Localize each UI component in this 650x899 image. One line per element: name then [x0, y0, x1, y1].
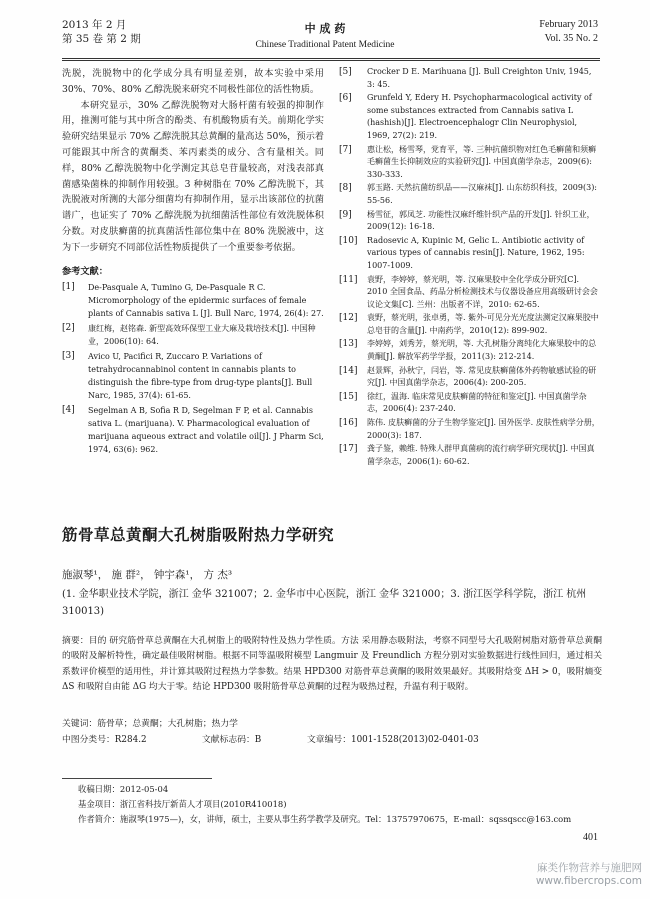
received-date: 收稿日期：2012-05-04 [78, 784, 169, 794]
reference-number: [6] [339, 93, 352, 104]
reference-number: [8] [339, 183, 352, 194]
header-date-en: February 2013 [539, 19, 598, 30]
reference-number: [2] [62, 323, 75, 334]
page-number: 401 [583, 832, 598, 843]
reference-number: [16] [339, 418, 358, 429]
reference-item [339, 365, 601, 390]
article-keywords: 关键词：筋骨草；总黄酮；大孔树脂；热力学 [62, 719, 238, 729]
classification-line [62, 732, 602, 745]
article-affiliation: (1. 金华职业技术学院，浙江 金华 321007；2. 金华市中心医院，浙江 金华 321000；3. 浙江医学科学院，浙江 杭州 310013) [62, 589, 587, 617]
header-volume: 第 35 卷 第 2 期 [62, 33, 141, 45]
reference-item [339, 417, 601, 442]
reference-text: 郭玉路. 天然抗菌纺织品——汉麻袜[J]. 山东纺织科技，2009(3): 55-56. [367, 183, 598, 205]
reference-text: 惠让松，杨雪琴，党育平，等. 三种抗菌织物对红色毛癣菌和须癣毛癣菌生长抑制效应的实验研究[J]. 中国真菌学杂志，2009(6): 330-333. [367, 144, 597, 179]
footnote-rule [62, 778, 212, 779]
journal-name-cn: 中 成 药 [304, 22, 346, 35]
reference-text: Crocker D E. Marihuana [J]. Bull Creighton Univ, 1945, 3: 45. [367, 67, 592, 89]
reference-item [339, 235, 601, 273]
reference-text: 陈伟. 皮肤癣菌的分子生物学鉴定[J]. 国外医学. 皮肤性病学分册，2000(3): 187. [367, 418, 600, 440]
reference-number: [13] [339, 339, 358, 350]
reference-text: 袁野，李婷婷，蔡光明，等. 汉麻果胶中全化学成分研究[C]. 2010 全国食品、药品分析检测技术与仪器设备应用高级研讨会会议论文集[C]. 兰州：出版者不详，2010: 62-65. [367, 274, 598, 309]
body-paragraph: 洗脱，洗脱物中的化学成分具有明显差别，故本实验中采用 30%、70%、80% 乙醇洗脱来研究不同极性部位的活性物质。 [62, 68, 324, 95]
reference-text: Segelman A B, Sofia R D, Segelman F P, et al. Cannabis sativa L. (marijuana). V. Pharmacological evaluation of marijuana aqueous extract and volatile oil[J]. J Pharm Sci, 1974, 63(6): 962. [88, 406, 324, 455]
reference-text: 赵景辉，孙秋宁，闫岩，等. 常见皮肤癣菌体外药物敏感试验的研究[J]. 中国真菌学杂志，2006(4): 200-205. [367, 365, 597, 388]
header-rule-thin [62, 60, 600, 61]
reference-text: Radosevic A, Kupinic M, Gelic L. Antibiotic activity of various types of cannabis resin[J]. Nature, 1962, 195: 1007-1009. [367, 235, 585, 270]
left-column [62, 66, 324, 456]
site-watermark [536, 862, 642, 888]
reference-text: 李婷婷，刘秀芳，蔡光明，等. 大孔树脂分离纯化大麻果胶中的总黄酮[J]. 解放军药学学报，2011(3): 212-214. [367, 339, 597, 362]
article-title: 筋骨草总黄酮大孔树脂吸附热力学研究 [62, 525, 335, 544]
reference-item [62, 281, 324, 320]
article-number: 文章编号：1001-1528(2013)02-0401-03 [307, 735, 479, 745]
watermark-line1: 麻类作物营养与施肥网 [537, 862, 642, 874]
reference-number: [5] [339, 67, 352, 77]
reference-item [339, 209, 601, 234]
reference-item [339, 312, 601, 337]
reference-number: [1] [62, 282, 75, 293]
footnotes [78, 782, 598, 827]
reference-number: [3] [62, 351, 75, 362]
reference-text: Grunfeld Y, Edery H. Psychopharmacological activity of some substances extracted from Cannabis sativa L (hashish)[J]. Electroencephalogr Clin Neurophysiol, 1969, 27(2): 219. [367, 93, 592, 140]
fund-info: 基金项目：浙江省科技厅新苗人才项目(2010R410018) [78, 799, 287, 809]
right-column [339, 66, 601, 469]
reference-number: [7] [339, 144, 352, 155]
header-rule [62, 58, 600, 59]
reference-number: [11] [339, 274, 358, 285]
reference-item [339, 66, 601, 91]
reference-number: [14] [339, 365, 358, 376]
reference-item [62, 322, 324, 348]
header-date: 2013 年 2 月 [62, 19, 127, 31]
reference-text: 龚子鉴，赖维. 特殊人群甲真菌病的流行病学研究现状[J]. 中国真菌学杂志，2006(1): 60-62. [367, 444, 595, 466]
reference-item [339, 443, 601, 468]
journal-date-volume-en [539, 18, 598, 46]
reference-number: [9] [339, 209, 352, 220]
reference-item [339, 92, 601, 142]
reference-number: [15] [339, 391, 358, 402]
author-bio: 作者简介：施淑琴(1975—)，女，讲师，硕士，主要从事生药学教学及研究。Tel：13757970675，E-mail：sqssqscc@163.com [78, 814, 572, 824]
article-abstract: 摘要：目的 研究筋骨草总黄酮在大孔树脂上的吸附特性及热力学性质。方法 采用静态吸附法，考察不同型号大孔吸附树脂对筋骨草总黄酮的吸附及解析特性，确定最佳吸附树脂。根据不同等温吸附模型 Langmuir 及 Freundlich 方程分别对实验数据进行线性回归，通过相关系数评价模型的适用性，并计算其吸附过程热力学参数。结果 HPD300 对筋骨草总黄酮的吸附效果最好。其吸附焓变 ΔH > 0，吸附熵变 ΔS 和吸附自由能 ΔG 均大于零。结论 HPD300 吸附筋骨草总黄酮的过程为吸热过程，升温有利于吸附。 [62, 636, 602, 692]
reference-text: 康红梅，赵铭森. 新型高效环保型工业大麻及栽培技术[J]. 中国种业，2006(10): 64. [88, 324, 316, 347]
clc-number: 中图分类号：R284.2 [62, 735, 147, 745]
reference-number: [10] [339, 235, 358, 246]
reference-text: Avico U, Pacifici R, Zuccaro P. Variations of tetrahydrocannabinol content in cannabis plants to distinguish the fibre-type from drug-type plants[J]. Bull Narc, 1985, 37(4): 61-65. [88, 352, 313, 401]
reference-text: 杨雪征，郭凤芝. 功能性汉麻纤维针织产品的开发[J]. 针织工业，2009(12): 16-18. [367, 209, 595, 232]
reference-text: 袁野，蔡光明，张卓勇，等. 紫外-可见分光光度法测定汉麻果胶中总皂苷的含量[J]. 中南药学，2010(12): 899-902. [367, 313, 599, 335]
reference-item [62, 404, 324, 456]
references-heading: 参考文献： [62, 265, 108, 277]
reference-item [62, 350, 324, 402]
reference-item [339, 274, 601, 312]
header-volume-en: Vol. 35 No. 2 [544, 33, 598, 44]
body-paragraph: 本研究显示，30% 乙醇洗脱物对大肠杆菌有较强的抑制作用，推测可能与其中所含的酚类、有机酸物质有关。前期化学实验研究结果显示 70% 乙醇洗脱其总黄酮的量高达 50%，预示着可能跟其中所含的黄酮类、苯丙素类的成分、含有量相关。同样，80% 乙醇洗脱物中化学测定其总皂苷量较高，对浅表部真菌感染菌株的抑制作用较强。3 种树脂在 70% 乙醇洗脱下，其洗脱液对所测的大部分细菌均有抑制作用，显示出该部位的抗菌谱广，也证实了 70% 乙醇洗脱为抗细菌活性部位有效洗脱体积分数。对皮肤癣菌的抗真菌活性部位集中在 80% 洗脱液中，这为下一步研究不同部位活性物质提供了一个重要参考依据。 [62, 99, 324, 253]
reference-item [339, 391, 601, 416]
reference-number: [4] [62, 405, 75, 416]
reference-number: [17] [339, 444, 358, 455]
watermark-line2: www.fibercrops.com [535, 875, 642, 887]
reference-number: [12] [339, 313, 358, 324]
article-authors: 施淑琴¹， 施 群²， 钟宇森¹， 方 杰³ [62, 569, 233, 581]
reference-item [339, 338, 601, 363]
reference-item [339, 182, 601, 207]
journal-name-en: Chinese Traditional Patent Medicine [255, 40, 395, 50]
reference-text: 徐红，温海. 临床常见皮肤癣菌的特征和鉴定[J]. 中国真菌学杂志，2006(4): 237-240. [367, 391, 587, 414]
document-code: 文献标志码：B [202, 735, 262, 745]
reference-text: De-Pasquale A, Tumino G, De-Pasquale R C. Micromorphology of the epidermic surfaces of female plants of Cannabis sativa L [J]. Bull Narc, 1974, 26(4): 27. [88, 283, 324, 319]
reference-item [339, 144, 601, 182]
